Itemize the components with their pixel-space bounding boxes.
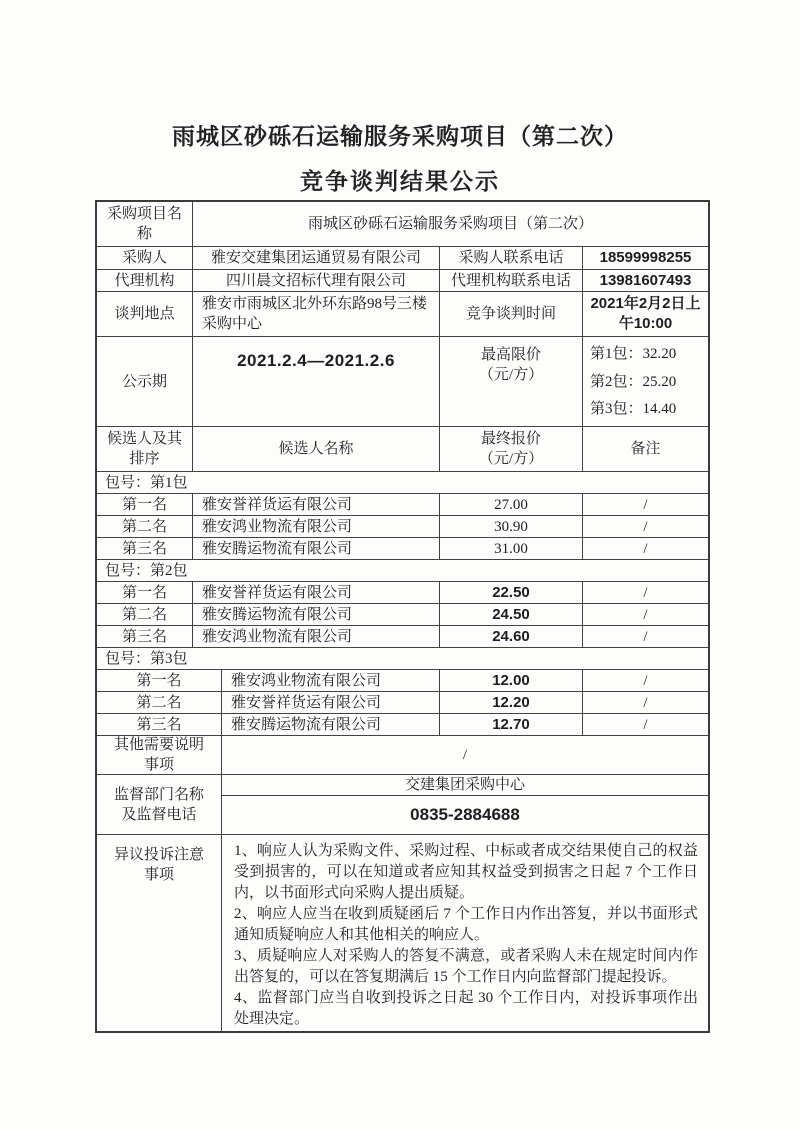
package2-rank2-row xyxy=(97,604,708,626)
row-complaint-notes xyxy=(97,835,708,1031)
other-matters-value: / xyxy=(462,747,468,763)
complaint-label: 异议投诉注意事项 xyxy=(97,835,222,1031)
other-matters-label: 其他需要说明事项 xyxy=(97,736,222,774)
venue-value: 雅安市雨城区北外环东路98号三楼采购中心 xyxy=(193,292,440,336)
rank-cell: 第二名 xyxy=(97,516,193,537)
package2-title: 包号：第2包 xyxy=(105,562,188,579)
agency-label: 代理机构 xyxy=(97,270,193,291)
package1-rank1-row xyxy=(97,494,708,516)
package3-rank1-row xyxy=(97,670,708,692)
purchaser-value: 雅安交建集团运通贸易有限公司 xyxy=(193,247,440,269)
company-cell: 雅安腾运物流有限公司 xyxy=(222,714,440,735)
max-price-pkg2: 第2包：25.20 xyxy=(590,373,677,390)
remark-cell: / xyxy=(643,672,648,689)
complaint-item: 4、监督部门应当自收到投诉之日起 30 个工作日内，对投诉事项作出处理决定。 xyxy=(234,990,698,1027)
rank-cell: 第一名 xyxy=(97,494,193,515)
company-cell: 雅安鸿业物流有限公司 xyxy=(193,516,440,537)
time-label: 竞争谈判时间 xyxy=(440,292,583,336)
company-cell: 雅安鸿业物流有限公司 xyxy=(193,626,440,647)
row-agency xyxy=(97,270,708,292)
company-cell: 雅安誉祥货运有限公司 xyxy=(193,494,440,515)
document-subtitle: 竞争谈判结果公示 xyxy=(300,169,500,194)
rank-cell: 第二名 xyxy=(97,692,222,713)
row-supervision xyxy=(97,775,708,835)
project-name-label: 采购项目名称 xyxy=(97,202,193,246)
remark-cell: / xyxy=(643,540,648,557)
row-venue-time xyxy=(97,292,708,337)
company-cell: 雅安腾运物流有限公司 xyxy=(193,604,440,625)
remark-cell: / xyxy=(643,716,648,733)
publicity-label: 公示期 xyxy=(97,337,193,426)
supervision-phone: 0835-2884688 xyxy=(410,805,520,824)
max-price-pkg3: 第3包：14.40 xyxy=(590,400,677,417)
price-cell: 27.00 xyxy=(440,494,583,515)
row-publicity-maxprice xyxy=(97,337,708,427)
supervision-label: 监督部门名称及监督电话 xyxy=(97,775,222,834)
agency-phone-label: 代理机构联系电话 xyxy=(440,270,583,291)
rank-cell: 第一名 xyxy=(97,670,222,691)
package3-rank3-row xyxy=(97,714,708,736)
price-cell: 22.50 xyxy=(440,582,583,603)
package1-rank3-row xyxy=(97,538,708,560)
agency-value: 四川晨文招标代理有限公司 xyxy=(193,270,440,291)
remark-cell: / xyxy=(643,584,648,601)
complaint-item: 1、响应人认为采购文件、采购过程、中标或者成交结果使自己的权益受到损害的，可以在知道或者应知其权益受到损害之日起 7 个工作日内，以书面形式向采购人提出质疑。 xyxy=(234,843,698,901)
project-name-value: 雨城区砂砾石运输服务采购项目（第二次） xyxy=(307,216,593,232)
time-value: 2021年2月2日上午10:00 xyxy=(590,295,701,332)
final-price-header: 最终报价 （元/方） xyxy=(440,427,583,471)
complaint-text xyxy=(222,835,708,1031)
package3-title: 包号：第3包 xyxy=(105,650,188,667)
row-other-matters xyxy=(97,736,708,775)
rank-cell: 第三名 xyxy=(97,714,222,735)
publicity-value: 2021.2.4—2021.2.6 xyxy=(193,337,440,426)
price-cell: 12.70 xyxy=(440,714,583,735)
remark-cell: / xyxy=(643,496,648,513)
package1-title: 包号：第1包 xyxy=(105,474,188,491)
package2-title-row xyxy=(97,560,708,582)
price-cell: 24.60 xyxy=(440,626,583,647)
price-cell: 30.90 xyxy=(440,516,583,537)
max-price-values xyxy=(583,337,708,426)
max-price-pkg1: 第1包：32.20 xyxy=(590,346,677,363)
package2-rank3-row xyxy=(97,626,708,648)
purchaser-phone-value: 18599998255 xyxy=(599,249,692,266)
package3-title-row xyxy=(97,648,708,670)
purchaser-phone-label: 采购人联系电话 xyxy=(440,247,583,269)
document-title: 雨城区砂砾石运输服务采购项目（第二次） xyxy=(172,124,628,149)
agency-phone-value: 13981607493 xyxy=(599,271,692,289)
package1-title-row xyxy=(97,472,708,494)
rank-cell: 第二名 xyxy=(97,604,193,625)
remark-cell: / xyxy=(643,606,648,623)
company-cell: 雅安腾运物流有限公司 xyxy=(193,538,440,559)
remark-cell: / xyxy=(643,518,648,535)
price-cell: 24.50 xyxy=(440,604,583,625)
company-cell: 雅安鸿业物流有限公司 xyxy=(222,670,440,691)
row-project-name xyxy=(97,202,708,247)
rank-cell: 第三名 xyxy=(97,626,193,647)
row-candidate-header xyxy=(97,427,708,472)
venue-label: 谈判地点 xyxy=(97,292,193,336)
max-price-label: 最高限价 （元/方） xyxy=(440,337,583,426)
price-cell: 31.00 xyxy=(440,538,583,559)
supervision-values xyxy=(222,775,708,834)
purchaser-label: 采购人 xyxy=(97,247,193,269)
rank-cell: 第一名 xyxy=(97,582,193,603)
complaint-item: 3、质疑响应人对采购人的答复不满意，或者采购人未在规定时间内作出答复的，可以在答复期满后 15 个工作日内向监督部门提起投诉。 xyxy=(234,948,698,985)
complaint-item: 2、响应人应当在收到质疑函后 7 个工作日内作出答复，并以书面形式通知质疑响应人和其他相关的响应人。 xyxy=(234,906,698,943)
supervision-dept-name: 交建集团采购中心 xyxy=(222,775,708,796)
candidate-rank-header: 候选人及其排序 xyxy=(97,427,193,471)
candidate-name-header: 候选人名称 xyxy=(193,427,440,471)
row-purchaser xyxy=(97,247,708,270)
price-cell: 12.20 xyxy=(440,692,583,713)
package2-rank1-row xyxy=(97,582,708,604)
package3-rank2-row xyxy=(97,692,708,714)
rank-cell: 第三名 xyxy=(97,538,193,559)
remark-cell: / xyxy=(643,628,648,645)
company-cell: 雅安誉祥货运有限公司 xyxy=(222,692,440,713)
remark-header: 备注 xyxy=(630,441,661,457)
price-cell: 12.00 xyxy=(440,670,583,691)
package1-rank2-row xyxy=(97,516,708,538)
result-table xyxy=(95,200,710,1033)
remark-cell: / xyxy=(643,694,648,711)
company-cell: 雅安誉祥货运有限公司 xyxy=(193,582,440,603)
